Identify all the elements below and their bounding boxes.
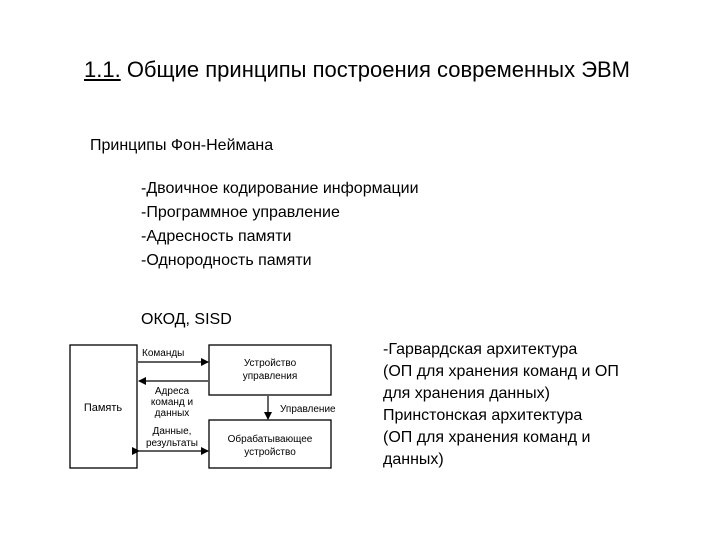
principle-item: -Программное управление — [141, 204, 340, 221]
data-results-label: Данные, — [152, 426, 192, 437]
processing-unit-label: Обрабатывающее — [227, 434, 313, 445]
architecture-line: данных) — [383, 451, 444, 468]
addresses-label: Адреса — [154, 386, 190, 397]
architecture-line: Принстонская архитектура — [383, 407, 583, 424]
principle-item: -Адресность памяти — [141, 228, 292, 245]
principle-item: -Двоичное кодирование информации — [141, 180, 419, 197]
data-results-label: результаты — [146, 438, 198, 449]
architecture-notes — [383, 339, 619, 471]
architecture-line: -Гарвардская архитектура — [383, 341, 578, 358]
control-unit-box — [209, 345, 331, 395]
commands-label: Команды — [142, 348, 185, 359]
addresses-label: данных — [154, 408, 190, 419]
architecture-line: для хранения данных) — [383, 385, 550, 402]
control-unit-label: Устройство — [243, 358, 297, 369]
subtitle: Принципы Фон-Неймана — [90, 137, 274, 154]
section-number: 1.1. — [84, 57, 121, 82]
control-unit-label: управления — [242, 371, 298, 382]
principle-item: -Однородность памяти — [141, 252, 312, 269]
memory-label: Память — [83, 402, 123, 414]
okod-label: ОКОД, SISD — [141, 311, 232, 328]
title-text: Общие принципы построения современных ЭВМ — [120, 57, 631, 82]
processing-unit-label: устройство — [244, 447, 296, 458]
architecture-line: (ОП для хранения команд и — [383, 429, 591, 446]
addresses-label: команд и — [150, 397, 194, 408]
control-label: Управление — [280, 404, 336, 415]
architecture-line: (ОП для хранения команд и ОП — [383, 363, 619, 380]
